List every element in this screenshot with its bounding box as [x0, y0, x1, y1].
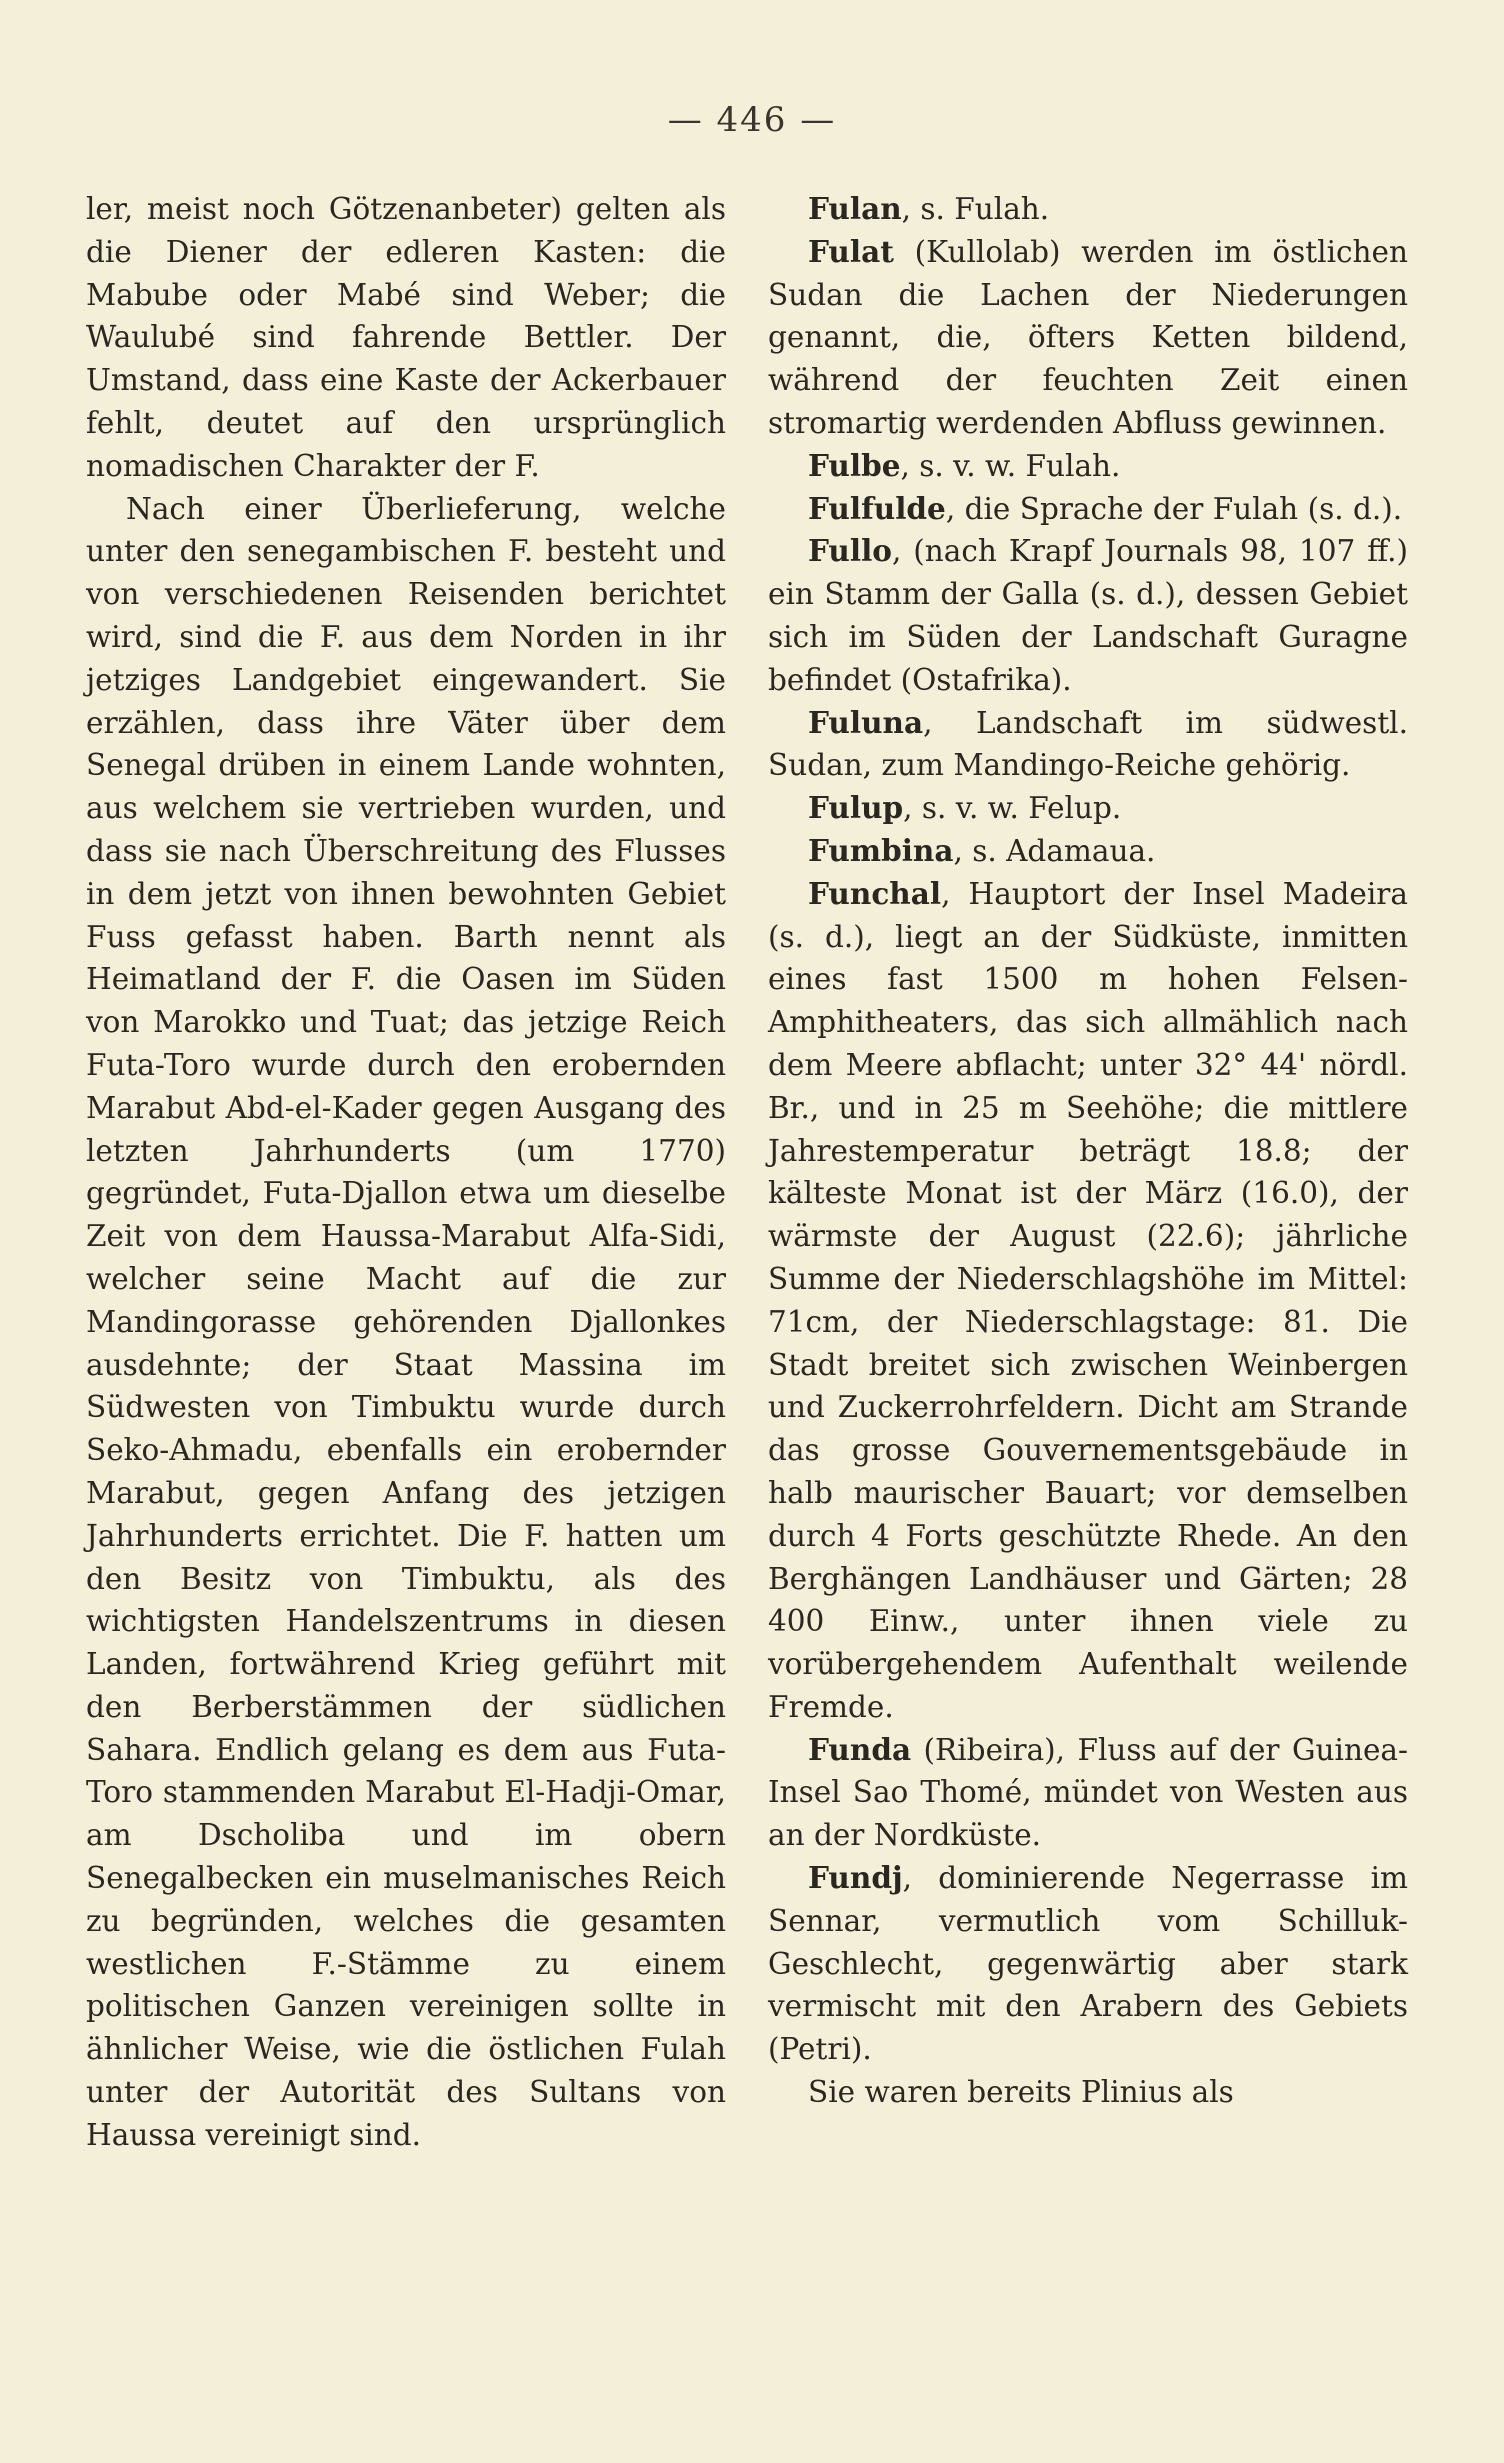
entry-text: , Hauptort der Insel Madeira (s. d.), liegt an der Südküste, inmitten eines fast 1500 m hohen Felsen-Amphitheaters, das sich allmählich nach dem Meere abflacht; unter 32° 44' nördl. Br., und in 25 m Seehöhe; die mittlere Jahrestemperatur beträgt 18.8; der kälteste Monat ist der März (16.0), der wärmste der August (22.6); jährliche Summe der Niederschlagshöhe im Mittel: 71cm, der Niederschlagstage: 81. Die Stadt breitet sich zwischen Weinbergen und Zuckerrohrfeldern. Dicht am Strande das grosse Gouvernementsgebäude in halb maurischer Bauart; vor demselben durch 4 Forts geschützte Rhede. An den Berghängen Landhäuser und Gärten; 28 400 Einw., unter ihnen viele zu vorübergehendem Aufenthalt weilende Fremde. — [768, 876, 1408, 1724]
entry-headword: Fulup — [808, 790, 904, 826]
entry-headword: Funchal — [808, 875, 942, 911]
entry-text: (Ribeira), Fluss auf der Guinea-Insel Sao Thomé, mündet von Westen aus an der Nordküste. — [768, 1732, 1408, 1853]
entry-text: , Landschaft im südwestl. Sudan, zum Mandingo-Reiche gehörig. — [768, 705, 1408, 783]
dictionary-entry — [768, 1857, 1408, 2071]
paragraph: ler, meist noch Götzenanbeter) gelten als die Diener der edleren Kasten: die Mabube oder Mabé sind Weber; die Waulubé sind fahrende Bettler. Der Umstand, dass eine Kaste der Ackerbauer fehlt, deutet auf den ursprünglich nomadischen Charakter der F. — [86, 192, 726, 483]
entry-headword: Fumbina — [808, 832, 954, 868]
entry-headword: Fuluna — [808, 704, 924, 740]
dictionary-entry — [768, 445, 1408, 488]
entry-text: (Kullolab) werden im östlichen Sudan die Lachen der Niederungen genannt, die, öfters Ketten bildend, während der feuchten Zeit einen stromartig werdenden Abfluss gewinnen. — [768, 234, 1408, 440]
entry-text: , s. Adamaua. — [953, 833, 1156, 868]
entry-text: Sie waren bereits Plinius als — [808, 2075, 1234, 2110]
page-number: — 446 — — [667, 100, 837, 140]
entry-headword: Fundj — [808, 1860, 903, 1896]
left-column — [86, 188, 726, 2157]
entry-text: , s. v. w. Felup. — [903, 791, 1122, 826]
entry-text: , dominierende Negerrasse im Sennar, vermutlich vom Schilluk-Geschlecht, gegenwärtig aber stark vermischt mit den Arabern des Gebiets (Petri). — [768, 1861, 1408, 2067]
dictionary-entry — [768, 530, 1408, 701]
entry-text: , s. Fulah. — [901, 192, 1050, 226]
entry-headword: Fulat — [808, 233, 894, 269]
entry-headword: Fullo — [808, 533, 892, 569]
entry-headword: Funda — [808, 1731, 912, 1767]
dictionary-entry — [768, 702, 1408, 788]
dictionary-entry — [768, 488, 1408, 531]
entry-text: , s. v. w. Fulah. — [900, 448, 1121, 483]
entry-text: , (nach Krapf Journals 98, 107 ff.) ein Stamm der Galla (s. d.), dessen Gebiet sich im Süden der Landschaft Guragne befindet (Ostafrika). — [768, 534, 1408, 697]
dictionary-entry — [768, 873, 1408, 1729]
dictionary-entry — [768, 231, 1408, 445]
paragraph: Nach einer Überlieferung, welche unter den senegambischen F. besteht und von verschiedenen Reisenden berichtet wird, sind die F. aus dem Norden in ihr jetziges Landgebiet eingewandert. Sie erzählen, dass ihre Väter über dem Senegal drüben in einem Lande wohnten, aus welchem sie vertrieben wurden, und dass sie nach Überschreitung des Flusses in dem jetzt von ihnen bewohnten Gebiet Fuss gefasst haben. Barth nennt als Heimatland der F. die Oasen im Süden von Marokko und Tuat; das jetzige Reich Futa-Toro wurde durch den erobernden Marabut Abd-el-Kader gegen Ausgang des letzten Jahrhunderts (um 1770) gegründet, Futa-Djallon etwa um dieselbe Zeit von dem Haussa-Marabut Alfa-Sidi, welcher seine Macht auf die zur Mandingorasse gehörenden Djallonkes ausdehnte; der Staat Massina im Südwesten von Timbuktu wurde durch Seko-Ahmadu, ebenfalls ein erobernder Marabut, gegen Anfang des jetzigen Jahrhunderts errichtet. Die F. hatten um den Besitz von Timbuktu, als des wichtigsten Handelszentrums in diesen Landen, fortwährend Krieg geführt mit den Berberstämmen der südlichen Sahara. Endlich gelang es dem aus Futa-Toro stammenden Marabut El-Hadji-Omar, am Dscholiba und im obern Senegalbecken ein muselmanisches Reich zu begründen, welches die gesamten westlichen F.-Stämme zu einem politischen Ganzen vereinigen sollte in ähnlicher Weise, wie die östlichen Fulah unter der Autorität des Sultans von Haussa vereinigt sind. — [86, 491, 726, 2152]
dictionary-entry — [768, 787, 1408, 830]
dictionary-entry — [768, 1729, 1408, 1857]
dictionary-entry — [768, 2071, 1408, 2114]
dictionary-entry — [768, 830, 1408, 873]
entry-headword: Fulan — [808, 191, 902, 226]
entry-text: , die Sprache der Fulah (s. d.). — [945, 491, 1403, 526]
entry-headword: Fulbe — [808, 447, 901, 483]
right-column — [768, 188, 1408, 2114]
entry-headword: Fulfulde — [808, 490, 946, 526]
dictionary-entry — [768, 188, 1408, 231]
